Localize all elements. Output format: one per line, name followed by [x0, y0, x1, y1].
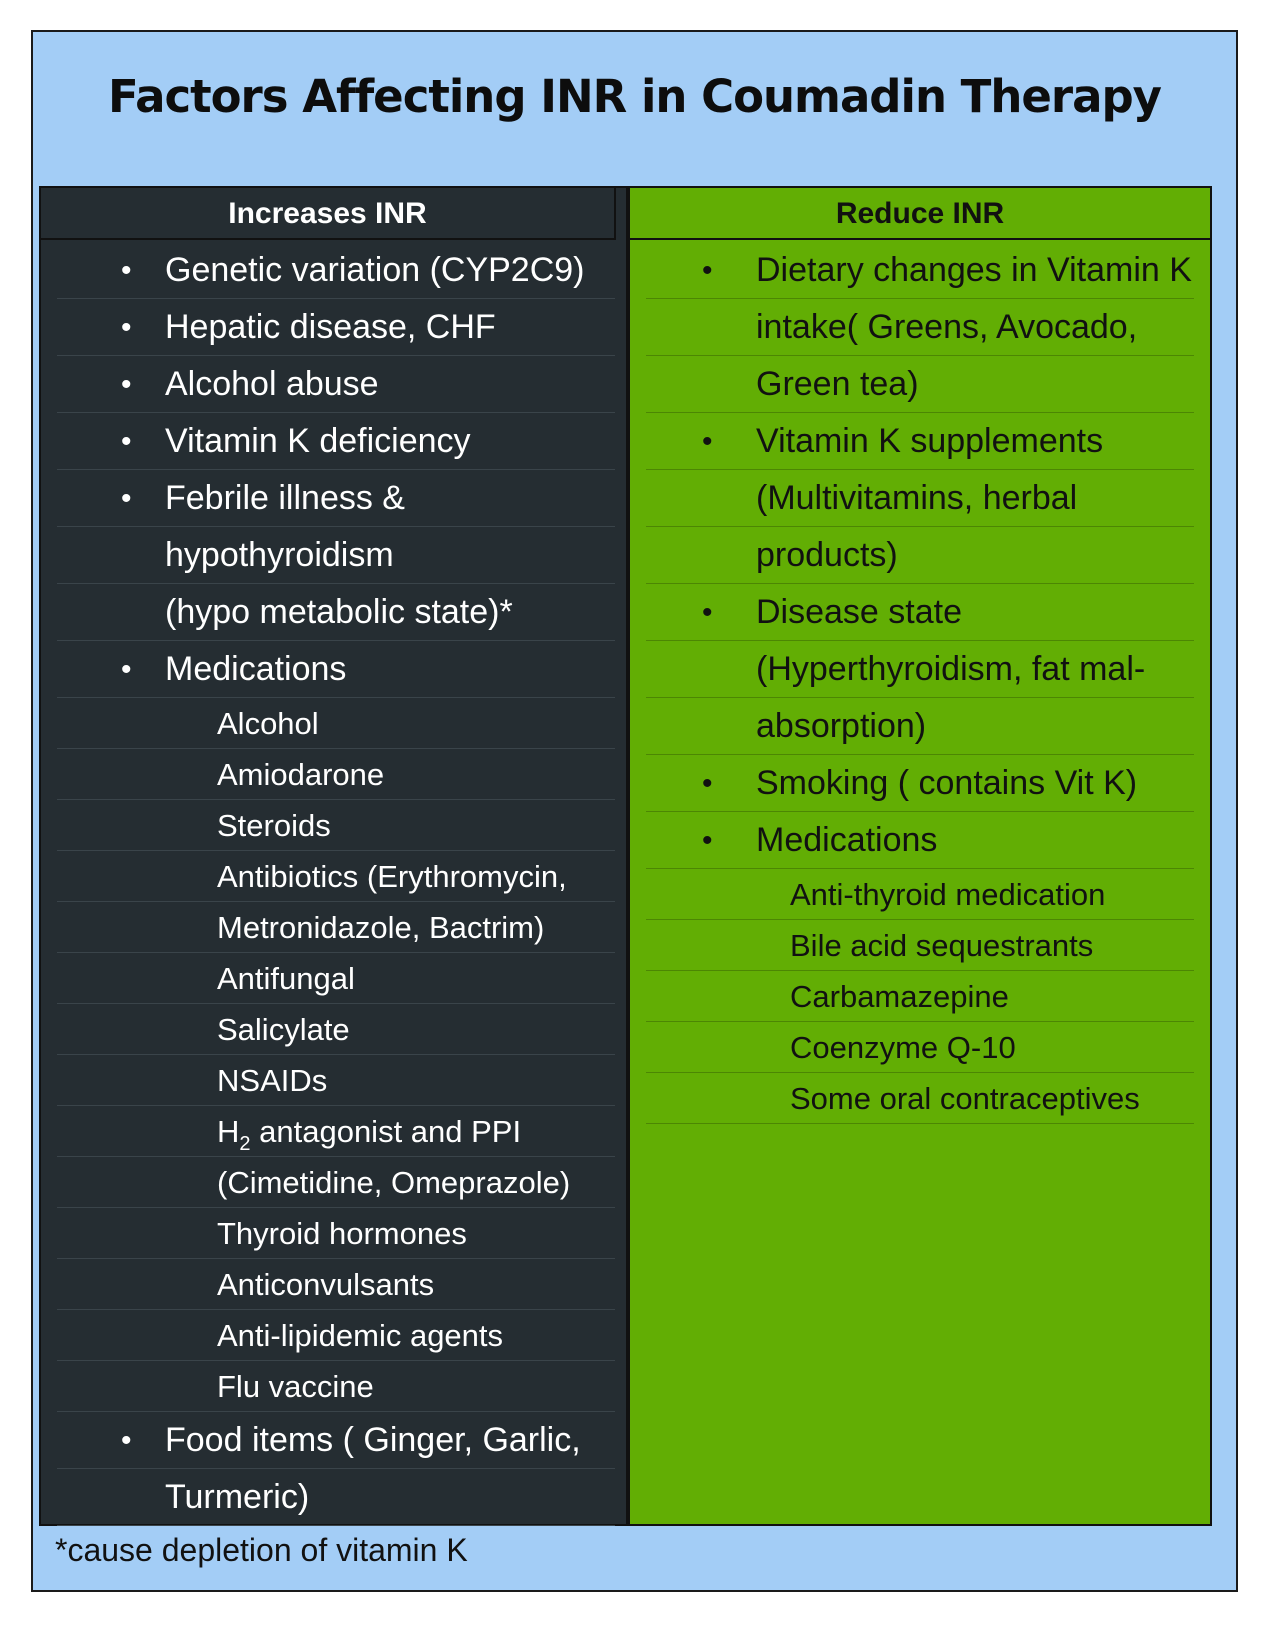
list-item — [57, 470, 615, 527]
list-item — [57, 1259, 615, 1310]
list-item-text: Steroids — [217, 808, 331, 843]
list-item-text: Metronidazole, Bactrim) — [217, 910, 545, 945]
list-item — [646, 527, 1194, 584]
list-item — [57, 1310, 615, 1361]
list-item — [57, 749, 615, 800]
list-item-text: Bile acid sequestrants — [790, 928, 1094, 963]
list-item — [646, 971, 1194, 1022]
reduce-inr-list — [646, 242, 1194, 1124]
list-item — [646, 920, 1194, 971]
bullet-icon: • — [702, 254, 713, 287]
poster — [31, 30, 1238, 1592]
list-item — [57, 1004, 615, 1055]
list-item — [57, 1157, 615, 1208]
list-item — [646, 755, 1194, 812]
list-item-text: Antibiotics (Erythromycin, — [217, 859, 567, 894]
list-item-text: Medications — [165, 650, 347, 688]
list-item-text: Coenzyme Q-10 — [790, 1030, 1016, 1065]
list-item-text-rest: antagonist and PPI — [250, 1114, 522, 1149]
list-item — [57, 242, 615, 299]
list-item — [57, 413, 615, 470]
list-item — [646, 470, 1194, 527]
list-item-text: Thyroid hormones — [217, 1216, 467, 1251]
list-item — [646, 641, 1194, 698]
list-item-text: Anti-lipidemic agents — [217, 1318, 504, 1353]
bullet-icon: • — [121, 311, 132, 344]
list-item — [57, 299, 615, 356]
list-item-text: Turmeric) — [165, 1478, 310, 1516]
bullet-icon: • — [702, 425, 713, 458]
bullet-icon: • — [702, 767, 713, 800]
reduce-inr-header: Reduce INR — [630, 188, 1210, 240]
list-item-text: Anti-thyroid medication — [790, 877, 1106, 912]
list-item-text: Food items ( Ginger, Garlic, — [165, 1421, 581, 1459]
list-item — [646, 242, 1194, 299]
list-item-text: Some oral contraceptives — [790, 1081, 1140, 1116]
list-item-text: Medications — [756, 821, 938, 859]
list-item-text: hypothyroidism — [165, 536, 394, 574]
list-item — [57, 1361, 615, 1412]
bullet-icon: • — [702, 596, 713, 629]
reduce-inr-column — [628, 186, 1212, 1526]
list-item-text: Dietary changes in Vitamin K — [756, 251, 1192, 289]
bullet-icon: • — [121, 425, 132, 458]
list-item-text: Hepatic disease, CHF — [165, 308, 496, 346]
list-item-text: products) — [756, 536, 898, 574]
list-item-text: Salicylate — [217, 1012, 350, 1047]
list-item-text: Alcohol — [217, 706, 319, 741]
bullet-icon: • — [121, 482, 132, 515]
list-item-text: Antifungal — [217, 961, 355, 996]
increases-inr-header: Increases INR — [41, 188, 616, 240]
bullet-icon: • — [121, 1424, 132, 1457]
list-item-text: H — [217, 1114, 240, 1149]
list-item-text: Vitamin K deficiency — [165, 422, 471, 460]
list-item-text: intake( Greens, Avocado, — [756, 308, 1138, 346]
bullet-icon: • — [121, 368, 132, 401]
list-item-text: Anticonvulsants — [217, 1267, 435, 1302]
list-item — [646, 299, 1194, 356]
increases-inr-list — [57, 242, 615, 1526]
list-item-text: Disease state — [756, 593, 962, 631]
list-item — [57, 1106, 615, 1157]
list-item — [57, 1208, 615, 1259]
list-item — [57, 641, 615, 698]
list-item-text: Alcohol abuse — [165, 365, 379, 403]
list-item-text: (Cimetidine, Omeprazole) — [217, 1165, 571, 1200]
list-item — [646, 869, 1194, 920]
list-item-text: (Multivitamins, herbal — [756, 479, 1078, 517]
list-item-text: (Hyperthyroidism, fat mal- — [756, 650, 1146, 688]
list-item-text: Vitamin K supplements — [756, 422, 1104, 460]
list-item — [646, 1073, 1194, 1124]
list-item — [57, 953, 615, 1004]
list-item-text: Genetic variation (CYP2C9) — [165, 251, 585, 289]
list-item-text: Smoking ( contains Vit K) — [756, 764, 1138, 802]
increases-inr-column — [39, 186, 628, 1526]
list-item — [57, 1055, 615, 1106]
list-item — [646, 413, 1194, 470]
bullet-icon: • — [121, 254, 132, 287]
list-item-text: Green tea) — [756, 365, 919, 403]
bullet-icon: • — [121, 653, 132, 686]
list-item — [57, 800, 615, 851]
list-item — [57, 1412, 615, 1469]
footnote: *cause depletion of vitamin K — [55, 1532, 468, 1568]
list-item-text: (hypo metabolic state)* — [165, 593, 513, 631]
list-item-text: Amiodarone — [217, 757, 385, 792]
list-item — [646, 698, 1194, 755]
list-item — [646, 812, 1194, 869]
bullet-icon: • — [702, 824, 713, 857]
list-item-text: Flu vaccine — [217, 1369, 374, 1404]
list-item — [646, 1022, 1194, 1073]
list-item-text: Carbamazepine — [790, 979, 1009, 1014]
list-item-text: NSAIDs — [217, 1063, 328, 1098]
list-item-text: Febrile illness & — [165, 479, 405, 517]
list-item — [646, 584, 1194, 641]
list-item — [57, 1469, 615, 1526]
list-item — [57, 356, 615, 413]
list-item — [57, 851, 615, 902]
poster-title: Factors Affecting INR in Coumadin Therapy — [107, 70, 1162, 123]
list-item-text: absorption) — [756, 707, 927, 745]
list-item — [57, 698, 615, 749]
list-item — [646, 356, 1194, 413]
subscript-text: 2 — [239, 1133, 251, 1155]
list-item — [57, 527, 615, 584]
list-item — [57, 902, 615, 953]
list-item — [57, 584, 615, 641]
